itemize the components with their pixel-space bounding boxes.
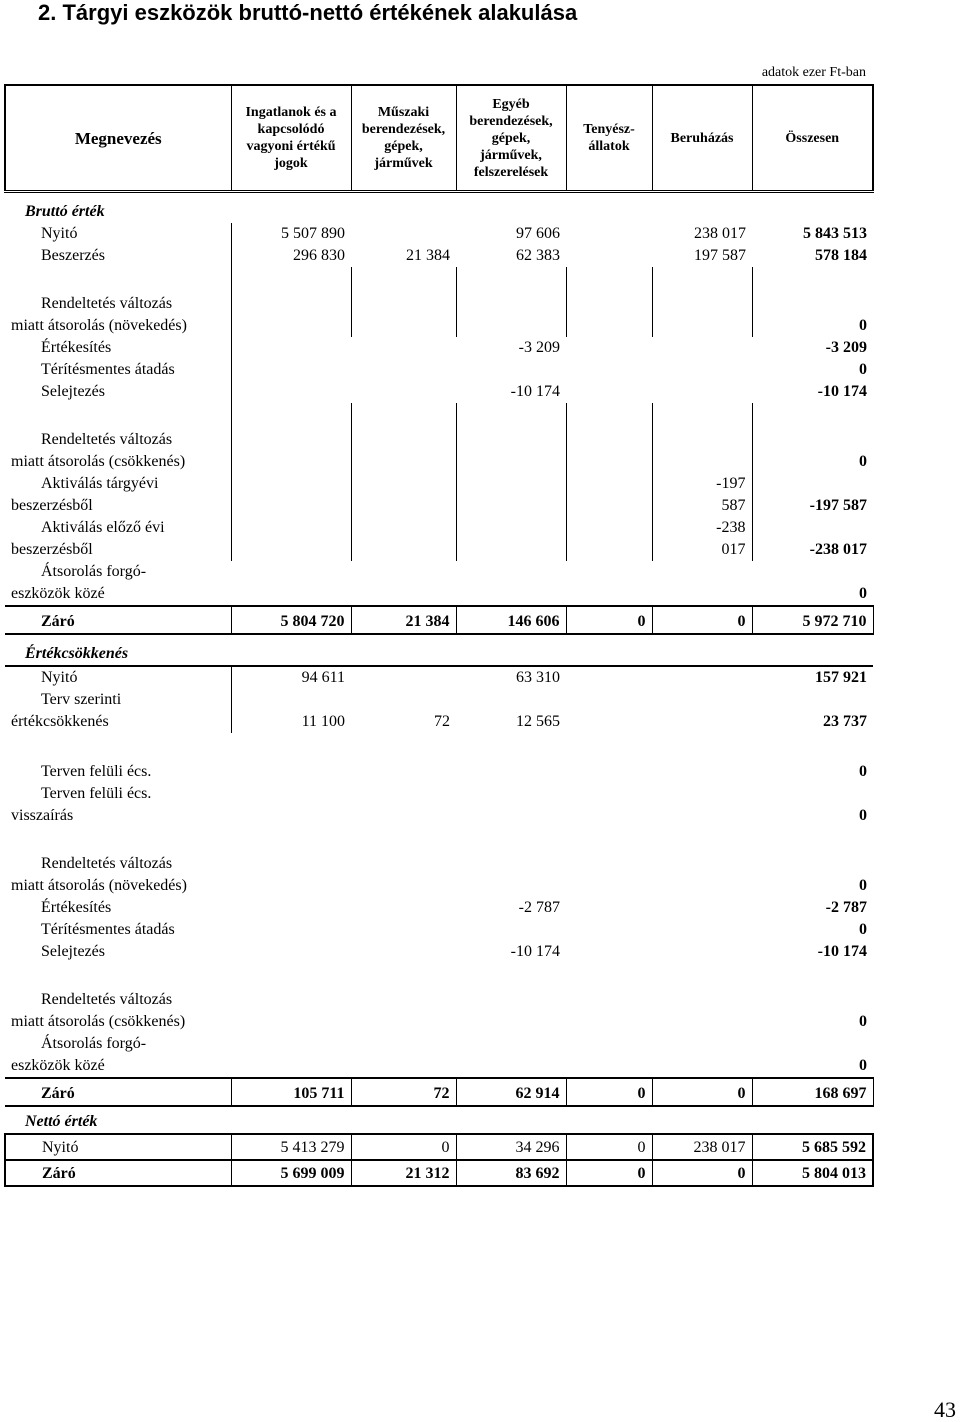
cell: 238 017 <box>652 1134 752 1160</box>
row-label: Értékesítés <box>41 339 112 356</box>
table-row <box>5 359 873 381</box>
header-megnevezes: Megnevezés <box>5 85 231 192</box>
total-cell: 168 697 <box>752 1078 873 1106</box>
page-number: 43 <box>934 1397 956 1422</box>
table-row <box>5 963 873 1033</box>
row-label: miatt átsorolás (növekedés) <box>11 877 187 894</box>
cell: -238 017 <box>652 517 752 561</box>
cell: 0 <box>566 1160 652 1186</box>
cell: -10 174 <box>510 383 560 400</box>
total-cell: 5 972 710 <box>752 606 873 634</box>
row-label: Záró <box>41 613 75 630</box>
row-label: visszaírás <box>11 807 74 824</box>
row-label: miatt átsorolás (csökkenés) <box>11 1013 186 1030</box>
header-beruhazas: Beruházás <box>652 85 752 192</box>
cell: 5 413 279 <box>231 1134 351 1160</box>
cell: 72 <box>434 713 450 730</box>
cell <box>566 245 652 267</box>
cell: 146 606 <box>456 606 566 634</box>
row-label: Nyitó <box>41 669 78 686</box>
row-label: Aktiválás előző évi <box>41 519 165 536</box>
row-label: eszközök közé <box>11 1057 105 1074</box>
cell: 105 711 <box>231 1078 351 1106</box>
table-row <box>5 783 873 827</box>
header-ingatlanok: Ingatlanok és a kapcsolódó vagyoni értékű jogok <box>231 85 351 192</box>
row-label: eszközök közé <box>11 585 105 602</box>
table-row <box>5 761 873 783</box>
total-cell: 0 <box>859 453 867 470</box>
total-cell: 0 <box>859 807 867 824</box>
cell: 11 100 <box>231 689 351 733</box>
cell: -2 787 <box>518 899 560 916</box>
row-label: Nyitó <box>41 225 78 242</box>
row-label: Átsorolás forgó- <box>41 563 147 580</box>
row-label: Záró <box>42 1165 76 1182</box>
header-tenyeszallatok: Tenyész-állatok <box>566 85 652 192</box>
cell: 5 507 890 <box>231 223 351 245</box>
cell: 21 312 <box>351 1160 456 1186</box>
row-label: Térítésmentes átadás <box>41 361 175 378</box>
table-row-total <box>5 1078 873 1106</box>
table-row <box>5 1134 873 1160</box>
table-row <box>5 561 873 606</box>
cell: 197 587 <box>694 247 746 264</box>
row-label: Értékesítés <box>41 899 112 916</box>
table-row <box>5 666 873 689</box>
header-egyeb: Egyéb berendezések, gépek, járművek, felszerelések <box>456 85 566 192</box>
total-cell: 578 184 <box>815 247 867 264</box>
total-cell: 5 685 592 <box>752 1134 873 1160</box>
table-row <box>5 223 873 245</box>
cell: 0 <box>566 606 652 634</box>
cell: 94 611 <box>231 666 351 689</box>
row-label: értékcsökkenés <box>11 713 109 730</box>
table-row <box>5 827 873 897</box>
section-title: Bruttó érték <box>25 203 105 220</box>
row-label: Rendeltetés változás <box>41 991 173 1008</box>
total-cell: 0 <box>859 877 867 894</box>
row-label: Átsorolás forgó- <box>41 1035 147 1052</box>
cell: 97 606 <box>516 225 560 242</box>
table-row <box>5 919 873 941</box>
cell: 83 692 <box>456 1160 566 1186</box>
row-label: Rendeltetés változás <box>41 295 173 312</box>
cell: 0 <box>652 1160 752 1186</box>
total-cell: -3 209 <box>825 339 867 356</box>
row-label: Selejtezés <box>41 383 105 400</box>
total-cell: 0 <box>859 361 867 378</box>
row-label: Terven felüli écs. <box>41 763 152 780</box>
cell: 296 830 <box>231 245 351 267</box>
row-label: miatt átsorolás (csökkenés) <box>11 453 186 470</box>
cell: 0 <box>652 1078 752 1106</box>
total-cell: 0 <box>859 585 867 602</box>
total-cell: 157 921 <box>815 669 867 686</box>
total-cell: -10 174 <box>817 383 867 400</box>
cell: 0 <box>566 1078 652 1106</box>
cell: 72 <box>351 1078 456 1106</box>
row-label: beszerzésből <box>11 541 93 558</box>
table-row <box>5 1033 873 1078</box>
cell: 0 <box>652 606 752 634</box>
page-title: 2. Tárgyi eszközök bruttó-nettó értékének alakulása <box>38 0 578 25</box>
table-row <box>5 473 873 517</box>
cell: 5 699 009 <box>231 1160 351 1186</box>
cell: 0 <box>351 1134 456 1160</box>
header-osszesen: Összesen <box>752 85 873 192</box>
row-label: Térítésmentes átadás <box>41 921 175 938</box>
section-netto <box>5 1106 873 1134</box>
cell: 21 384 <box>351 606 456 634</box>
cell: 238 017 <box>694 225 746 242</box>
total-cell: -2 787 <box>825 899 867 916</box>
total-cell: 0 <box>859 1057 867 1074</box>
total-cell: -10 174 <box>817 943 867 960</box>
cell: 0 <box>566 1134 652 1160</box>
row-label: Aktiválás tárgyévi <box>41 475 159 492</box>
table-row <box>5 689 873 733</box>
header-row <box>5 85 873 192</box>
row-label: Záró <box>41 1085 75 1102</box>
row-label: Terv szerinti <box>41 691 122 708</box>
total-cell: -197 587 <box>809 497 867 514</box>
cell: 62 383 <box>516 247 560 264</box>
row-label: Rendeltetés változás <box>41 855 173 872</box>
table-row-total <box>5 606 873 634</box>
table-row <box>5 245 873 267</box>
cell: -3 209 <box>518 339 560 356</box>
cell: 5 804 720 <box>231 606 351 634</box>
section-title: Értékcsökkenés <box>5 634 873 666</box>
total-cell: 5 843 513 <box>803 225 867 242</box>
table-row-total <box>5 1160 873 1186</box>
cell: 12 565 <box>516 713 560 730</box>
table-row <box>5 403 873 473</box>
table-row <box>5 337 873 359</box>
row-label: Rendeltetés változás <box>41 431 173 448</box>
table-row <box>5 267 873 337</box>
row-label: Selejtezés <box>41 943 105 960</box>
row-label: miatt átsorolás (növekedés) <box>11 317 187 334</box>
row-label: Terven felüli écs. <box>41 785 152 802</box>
section-title: Nettó érték <box>25 1113 98 1130</box>
table-row <box>5 381 873 403</box>
total-cell: 0 <box>859 1013 867 1030</box>
cell: 34 296 <box>456 1134 566 1160</box>
table-row <box>5 897 873 919</box>
cell: -197 587 <box>652 473 752 517</box>
cell <box>351 223 456 245</box>
table-row <box>5 941 873 963</box>
cell: 62 914 <box>456 1078 566 1106</box>
cell <box>566 223 652 245</box>
cell: 21 384 <box>406 247 450 264</box>
header-muszaki: Műszaki berendezések, gépek, járművek <box>351 85 456 192</box>
asset-table <box>4 84 874 1187</box>
total-cell: 23 737 <box>823 713 867 730</box>
section-ecs <box>5 634 873 666</box>
cell: -10 174 <box>510 943 560 960</box>
total-cell: 5 804 013 <box>752 1160 873 1186</box>
table-row <box>5 517 873 561</box>
total-cell: 0 <box>859 921 867 938</box>
unit-note: adatok ezer Ft-ban <box>761 65 866 80</box>
cell: 63 310 <box>516 669 560 686</box>
total-cell: 0 <box>859 317 867 334</box>
total-cell: 0 <box>859 763 867 780</box>
total-cell: -238 017 <box>809 541 867 558</box>
row-label: Beszerzés <box>41 247 105 264</box>
section-brutto <box>5 192 873 224</box>
row-label: beszerzésből <box>11 497 93 514</box>
row-label: Nyitó <box>42 1139 79 1156</box>
